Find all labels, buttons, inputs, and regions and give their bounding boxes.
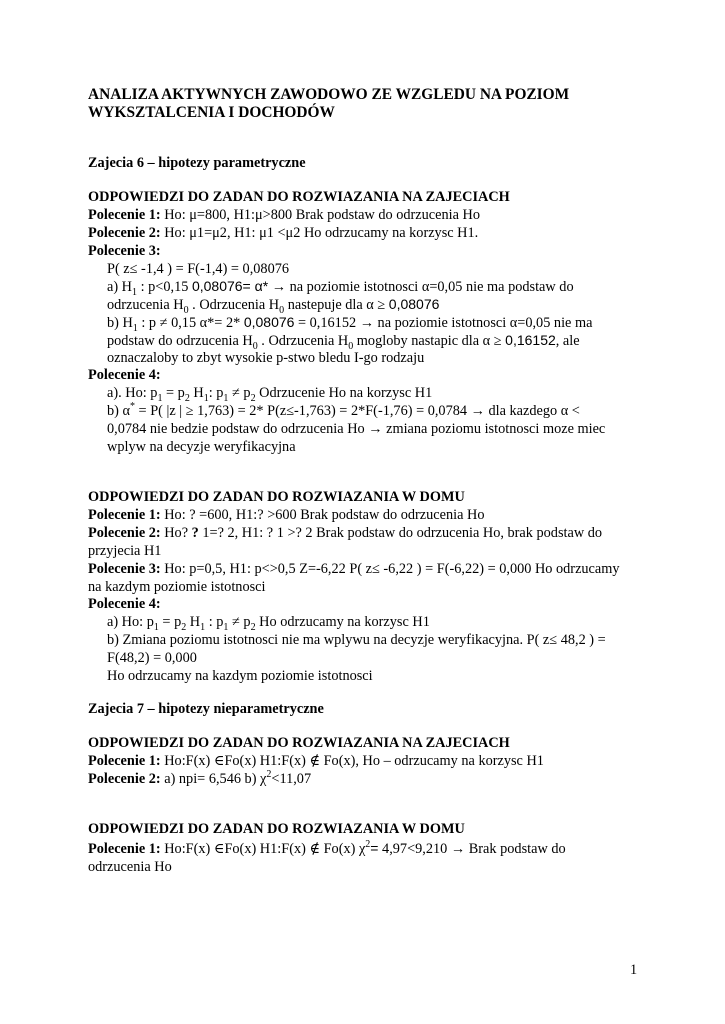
text-line: a). Ho: $p_1 = p_2$ $H_1$: $p_1 \ne p_2$ Odrzucenie Ho na korzysc H1 — [107, 385, 433, 404]
text-line: odrzucenia Ho — [88, 859, 172, 875]
polecenie-1-line: Polecenie 1: Ho:F(x) ∈Fo(x) H1:F(x) ∉ Fo(x), Ho – odrzucamy na korzysc H1 — [88, 753, 544, 769]
text-line: a) $H_1$ : p<0,15 0,08076= α* → na poziomie istotnosci α=0,05 nie ma podstaw do — [107, 278, 574, 298]
polecenie-2-line: Polecenie 2: a) npi= 6,546 b) $\chi^2<11,07$ — [88, 769, 312, 787]
polecenie-4-label: Polecenie 4: — [88, 367, 161, 383]
polecenie-label: Polecenie 1: — [88, 207, 161, 223]
text-line: oznaczaloby to zbyt wysokie p-stwo bledu I-go rodzaju — [107, 350, 425, 366]
section-heading-zajecia-6: Zajecia 6 – hipotezy parametryczne — [88, 155, 306, 171]
text-line: Ho odrzucamy na kazdym poziomie istotnosci — [107, 668, 373, 684]
polecenie-4-label: Polecenie 4: — [88, 596, 161, 612]
subsection-heading-zajecia: ODPOWIEDZI DO ZADAN DO ROZWIAZANIA NA ZAJECIACH — [88, 189, 510, 205]
subsection-heading-zajecia: ODPOWIEDZI DO ZADAN DO ROZWIAZANIA NA ZAJECIACH — [88, 735, 510, 751]
polecenie-1-line — [88, 206, 480, 224]
text-line: b) α* = P( |z | ≥ 1,763) = 2* P(z≤-1,763) = 2*F(-1,76) = 0,0784 → dla kazdego α < — [107, 401, 580, 419]
polecenie-text: Ho: μ1=μ2, H1: μ1 <μ2 Ho odrzucamy na korzysc H1. — [160, 225, 479, 241]
text-line: F(48,2) = 0,000 — [107, 650, 197, 666]
polecenie-label: Polecenie 2: — [88, 225, 161, 241]
text-line: odrzucenia $H_0$ . Odrzucenia $H_0$ nastepuje dla α ≥ 0,08076 — [107, 296, 440, 316]
text-line: wplyw na decyzje weryfikacyjna — [107, 439, 296, 455]
text-line: na kazdym poziomie istotnosci — [88, 579, 266, 595]
polecenie-text: Ho: μ=800, H1:μ>800 Brak podstaw do odrzucenia Ho — [160, 207, 480, 223]
text-line: b) Zmiana poziomu istotnosci nie ma wplywu na decyzje weryfikacyjna. P( z≤ 48,2 ) = — [107, 632, 606, 648]
document-title-line-2: WYKSZTALCENIA I DOCHODÓW — [88, 104, 335, 121]
subsection-heading-dom: ODPOWIEDZI DO ZADAN DO ROZWIAZANIA W DOMU — [88, 821, 465, 837]
polecenie-1-line: Polecenie 1: Ho:F(x) ∈Fo(x) H1:F(x) ∉ Fo(x) $\chi^2= 4,97<9,210$ → Brak podstaw do — [88, 839, 566, 857]
text-line: b) $H_1$ : p ≠ 0,15 α*= 2* 0,08076 = 0,16152 → na poziomie istotnosci α=0,05 nie ma — [107, 314, 593, 334]
polecenie-1-line: Polecenie 1: Ho: ? =600, H1:? >600 Brak podstaw do odrzucenia Ho — [88, 507, 485, 523]
text-line: a) Ho: $p_1 = p_2$ $H_1$ : $p_1 \ne p_2$ Ho odrzucamy na korzysc H1 — [107, 614, 430, 633]
text-line: podstaw do odrzucenia $H_0$ . Odrzucenia $H_0$ mogloby nastapic dla α ≥ 0,16152, ale — [107, 332, 580, 352]
polecenie-3-label: Polecenie 3: — [88, 243, 161, 259]
text-line: P( z≤ -1,4 ) = F(-1,4) = 0,08076 — [107, 261, 290, 277]
text-line: 0,0784 nie bedzie podstaw do odrzucenia Ho → zmiana poziomu istotnosci moze miec — [107, 421, 606, 437]
page-number: 1 — [630, 962, 638, 978]
polecenie-3-line: Polecenie 3: Ho: p=0,5, H1: p<>0,5 Z=-6,22 P( z≤ -6,22 ) = F(-6,22) = 0,000 Ho odrzucamy — [88, 561, 620, 577]
section-heading-zajecia-7: Zajecia 7 – hipotezy nieparametryczne — [88, 701, 324, 717]
polecenie-2-line — [88, 224, 478, 242]
subsection-heading-dom: ODPOWIEDZI DO ZADAN DO ROZWIAZANIA W DOMU — [88, 489, 465, 505]
document-title-line-1: ANALIZA AKTYWNYCH ZAWODOWO ZE WZGLEDU NA POZIOM — [88, 86, 570, 103]
text-line: przyjecia H1 — [88, 543, 162, 559]
polecenie-2-line: Polecenie 2: Ho? ? 1=? 2, H1: ? 1 >? 2 Brak podstaw do odrzucenia Ho, brak podstaw do — [88, 525, 603, 541]
